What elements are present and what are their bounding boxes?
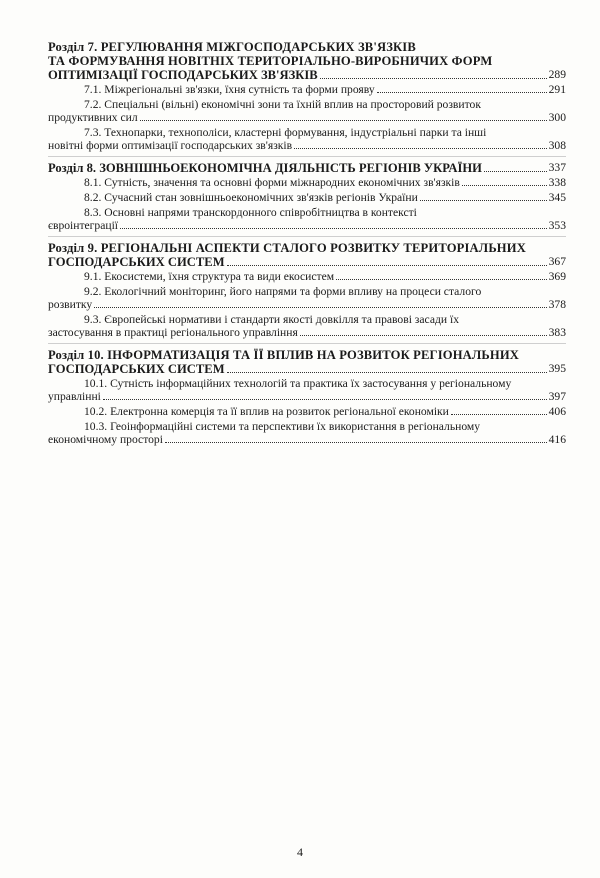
entry-text-line: 9.2. Екологічний моніторинг, його напрями та форми впливу на процеси сталого xyxy=(84,285,482,298)
section-title-text: ТА ФОРМУВАННЯ НОВІТНІХ ТЕРИТОРІАЛЬНО-ВИРОБНИЧИХ ФОРМ xyxy=(48,54,493,68)
section-title-row[interactable] xyxy=(48,68,566,82)
section-title-line xyxy=(48,54,566,68)
entry-text: 10.2. Електронна комерція та її вплив на розвиток регіональної економіки xyxy=(84,405,449,418)
toc-entry[interactable] xyxy=(48,270,566,283)
toc-section xyxy=(48,40,566,152)
entry-page-number: 345 xyxy=(548,191,566,204)
dot-leader xyxy=(94,307,546,308)
entry-page-number: 308 xyxy=(548,139,566,152)
section-title-text: РЕГУЛЮВАННЯ МІЖГОСПОДАРСЬКИХ ЗВ'ЯЗКІВ xyxy=(100,40,416,54)
section-divider xyxy=(48,236,566,237)
section-title-text: ГОСПОДАРСЬКИХ СИСТЕМ xyxy=(48,362,225,376)
entry-page-number: 300 xyxy=(548,111,566,124)
entry-text: євроінтеграції xyxy=(48,219,119,232)
entry-text: 9.1. Екосистеми, їхня структура та види екосистем xyxy=(84,270,335,283)
section-page-number: 395 xyxy=(548,362,566,375)
toc-entry[interactable] xyxy=(48,191,566,204)
entry-text-line: 10.3. Геоінформаційні системи та перспективи їх використання в регіональному xyxy=(84,420,481,433)
section-title-text: ОПТИМІЗАЦІЇ ГОСПОДАРСЬКИХ ЗВ'ЯЗКІВ xyxy=(48,68,318,82)
entry-page-number: 416 xyxy=(548,433,566,446)
section-label: Розділ 10. xyxy=(48,348,108,362)
entry-page-number: 406 xyxy=(548,405,566,418)
section-title-line xyxy=(48,241,566,255)
toc-entry[interactable] xyxy=(48,313,566,339)
dot-leader xyxy=(462,185,547,186)
entry-page-number: 383 xyxy=(548,326,566,339)
dot-leader xyxy=(300,335,547,336)
dot-leader xyxy=(165,442,547,443)
entry-text: 8.2. Сучасний стан зовнішньоекономічних зв'язків регіонів України xyxy=(84,191,418,204)
dot-leader xyxy=(420,200,547,201)
entry-text: продуктивних сил xyxy=(48,111,138,124)
entry-text: застосування в практиці регіонального управління xyxy=(48,326,298,339)
entry-text-line: 7.3. Технопарки, технополіси, кластерні формування, індустріальні парки та інші xyxy=(84,126,487,139)
toc-section xyxy=(48,161,566,232)
section-page-number: 337 xyxy=(548,161,566,174)
entry-page-number: 378 xyxy=(548,298,566,311)
toc-entry[interactable] xyxy=(48,285,566,311)
entry-page-number: 338 xyxy=(548,176,566,189)
dot-leader xyxy=(336,279,547,280)
dot-leader xyxy=(320,78,547,79)
section-title-line xyxy=(48,40,566,54)
section-title-text: РЕГІОНАЛЬНІ АСПЕКТИ СТАЛОГО РОЗВИТКУ ТЕРИТОРІАЛЬНИХ xyxy=(100,241,526,255)
toc-entry[interactable] xyxy=(48,377,566,403)
entry-text: розвитку xyxy=(48,298,93,311)
toc-entry[interactable] xyxy=(48,420,566,446)
entry-text: 8.1. Сутність, значення та основні форми міжнародних економічних зв'язків xyxy=(84,176,460,189)
toc-entry[interactable] xyxy=(48,176,566,189)
entry-text: 7.1. Міжрегіональні зв'язки, їхня сутність та форми прояву xyxy=(84,83,375,96)
dot-leader xyxy=(227,372,547,373)
section-title-row[interactable] xyxy=(48,161,566,175)
toc-entry[interactable] xyxy=(48,405,566,418)
entry-text: новітні форми оптимізації господарських зв'язків xyxy=(48,139,293,152)
section-title-row[interactable] xyxy=(48,362,566,376)
entry-text: економічному просторі xyxy=(48,433,163,446)
section-page-number: 367 xyxy=(548,255,566,268)
section-title-text: ГОСПОДАРСЬКИХ СИСТЕМ xyxy=(48,255,225,269)
dot-leader xyxy=(294,148,546,149)
section-label: Розділ 9. xyxy=(48,241,101,255)
toc-entry[interactable] xyxy=(48,83,566,96)
dot-leader xyxy=(140,120,547,121)
dot-leader xyxy=(377,92,547,93)
entry-page-number: 397 xyxy=(548,390,566,403)
entry-page-number: 353 xyxy=(548,219,566,232)
section-title-text: ЗОВНІШНЬОЕКОНОМІЧНА ДІЯЛЬНІСТЬ РЕГІОНІВ УКРАЇНИ xyxy=(99,161,482,175)
section-title-text: ІНФОРМАТИЗАЦІЯ ТА ЇЇ ВПЛИВ НА РОЗВИТОК РЕГІОНАЛЬНИХ xyxy=(107,348,520,362)
section-title-line xyxy=(48,348,566,362)
entry-page-number: 291 xyxy=(548,83,566,96)
toc-entry[interactable] xyxy=(48,126,566,152)
entry-page-number: 369 xyxy=(548,270,566,283)
dot-leader xyxy=(120,228,547,229)
section-page-number: 289 xyxy=(548,68,566,81)
entry-text-line: 9.3. Європейські нормативи і стандарти якості довкілля та правові засади їх xyxy=(84,313,459,326)
toc-section xyxy=(48,348,566,446)
dot-leader xyxy=(103,399,547,400)
entry-text-line: 7.2. Спеціальні (вільні) економічні зони та їхній вплив на просторовий розвиток xyxy=(84,98,481,111)
section-label: Розділ 8. xyxy=(48,161,100,175)
dot-leader xyxy=(484,171,547,172)
section-title-row[interactable] xyxy=(48,255,566,269)
entry-text-line: 8.3. Основні напрями транскордонного співробітництва в контексті xyxy=(84,206,417,219)
section-divider xyxy=(48,156,566,157)
table-of-contents xyxy=(48,40,566,450)
page-number: 4 xyxy=(297,845,303,859)
dot-leader xyxy=(451,414,547,415)
entry-text: управлінні xyxy=(48,390,101,403)
toc-section xyxy=(48,241,566,339)
section-label: Розділ 7. xyxy=(48,40,101,54)
toc-entry[interactable] xyxy=(48,206,566,232)
dot-leader xyxy=(227,265,547,266)
toc-entry[interactable] xyxy=(48,98,566,124)
section-divider xyxy=(48,343,566,344)
entry-text-line: 10.1. Сутність інформаційних технологій та практика їх застосування у регіональному xyxy=(84,377,512,390)
